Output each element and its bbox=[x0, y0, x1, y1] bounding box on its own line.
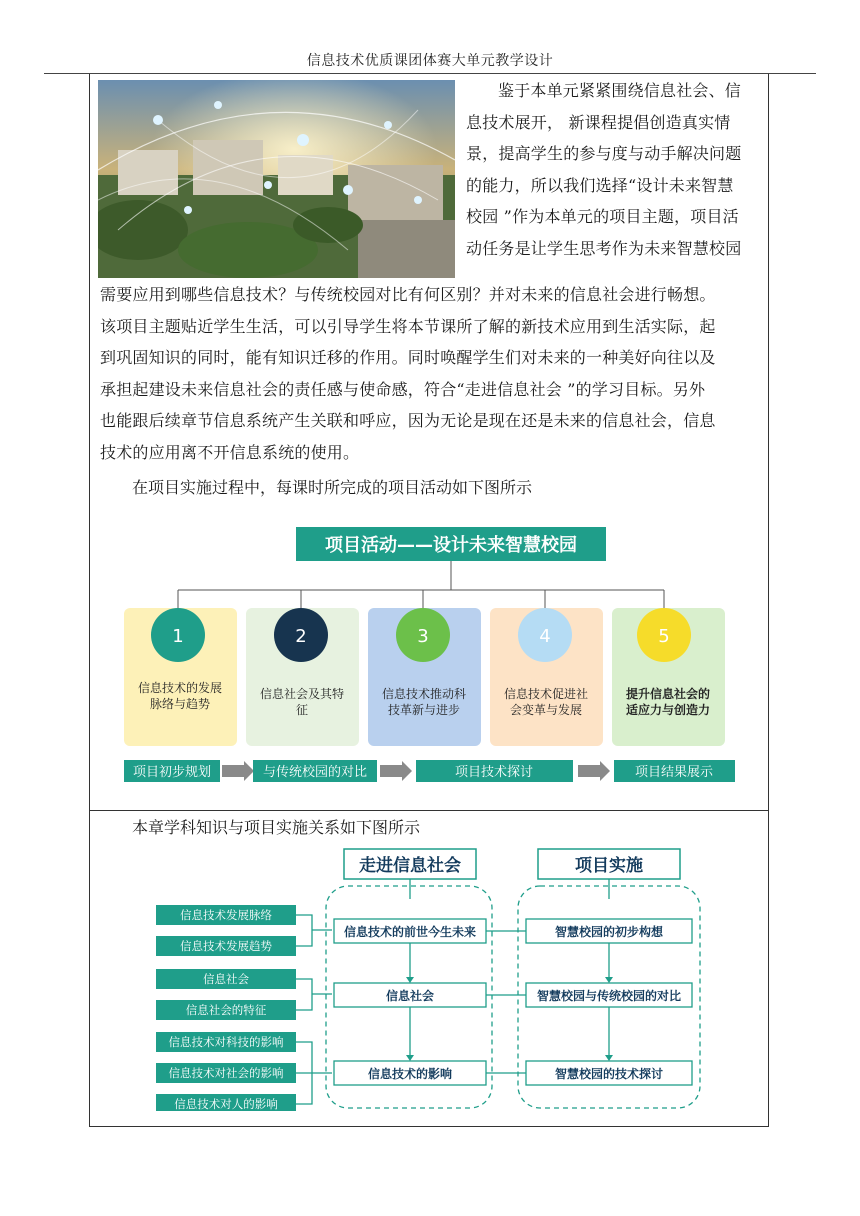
arrow-right-icon bbox=[380, 761, 412, 781]
stage-label: 项目初步规划 bbox=[132, 765, 212, 780]
relation-diagram bbox=[152, 841, 712, 1111]
knowledge-tag-label: 信息技术对科技的影响 bbox=[168, 1035, 284, 1049]
card-text: 信息技术推动科 bbox=[381, 687, 467, 701]
card-text: 技革新与进步 bbox=[387, 703, 461, 717]
knowledge-tag-label: 信息社会的特征 bbox=[185, 1003, 267, 1017]
knowledge-tag-label: 信息技术对社会的影响 bbox=[168, 1066, 284, 1080]
card-text: 征 bbox=[295, 703, 309, 717]
text-line: 动任务是让学生思考作为未来智慧校园 bbox=[466, 238, 742, 258]
knowledge-tag-label: 信息技术发展脉络 bbox=[180, 908, 272, 922]
card-text: 信息技术的发展 bbox=[137, 681, 223, 695]
text-line: 校园 ”作为本单元的项目主题，项目活 bbox=[466, 207, 739, 226]
right-header: 项目实施 bbox=[575, 856, 643, 876]
intro-paragraph-full bbox=[100, 279, 762, 468]
text-line: 景，提高学生的参与度与动手解决问题 bbox=[466, 144, 742, 163]
relation-caption: 本章学科知识与项目实施关系如下图所示 bbox=[132, 818, 421, 837]
chapter-node-label: 信息社会 bbox=[385, 989, 435, 1003]
project-node-label: 智慧校园的技术探讨 bbox=[554, 1067, 664, 1081]
arrow-right-icon bbox=[578, 761, 610, 781]
card-text: 适应力与创造力 bbox=[625, 703, 711, 717]
activity-caption: 在项目实施过程中，每课时所完成的项目活动如下图所示 bbox=[132, 478, 533, 497]
text-line: 到巩固知识的同时，能有知识迁移的作用。同时唤醒学生们对未来的一种美好向往以及 bbox=[100, 348, 716, 367]
text-line: 鉴于本单元紧紧围绕信息社会、信 bbox=[498, 81, 742, 100]
chapter-node-label: 信息技术的前世今生未来 bbox=[343, 925, 477, 939]
left-header: 走进信息社会 bbox=[359, 856, 461, 876]
card-text: 脉络与趋势 bbox=[149, 697, 211, 711]
chapter-node-label: 信息技术的影响 bbox=[367, 1067, 453, 1081]
step-number: 3 bbox=[417, 626, 429, 647]
text-line: 息技术展开， 新课程提倡创造真实情 bbox=[466, 112, 731, 132]
text-line: 该项目主题贴近学生生活，可以引导学生将本节课所了解的新技术应用到生活实际，起 bbox=[100, 316, 716, 336]
content-table bbox=[89, 74, 769, 1127]
knowledge-tag-label: 信息社会 bbox=[203, 972, 249, 986]
card-text: 会变革与发展 bbox=[509, 703, 583, 717]
diagram-title: 项目活动——设计未来智慧校园 bbox=[325, 535, 577, 556]
arrow-right-icon bbox=[222, 761, 254, 781]
relation-cell bbox=[90, 811, 768, 1126]
project-cell bbox=[90, 74, 768, 811]
text-line: 承担起建设未来信息社会的责任感与使命感，符合“走进信息社会 ”的学习目标。另外 bbox=[100, 379, 706, 399]
text-line: 也能跟后续章节信息系统产生关联和呼应，因为无论是现在还是未来的信息社会，信息 bbox=[100, 411, 716, 430]
text-line: 技术的应用离不开信息系统的使用。 bbox=[100, 442, 360, 462]
step-number: 5 bbox=[658, 626, 670, 647]
text-line: 需要应用到哪些信息技术？与传统校园对比有何区别？并对未来的信息社会进行畅想。 bbox=[100, 285, 716, 304]
card-text: 信息技术促进社 bbox=[503, 687, 589, 701]
activity-diagram bbox=[118, 522, 748, 787]
knowledge-tag-label: 信息技术发展趋势 bbox=[180, 939, 272, 953]
project-node-label: 智慧校园的初步构想 bbox=[554, 925, 664, 939]
text-line: 的能力，所以我们选择“设计未来智慧 bbox=[466, 175, 734, 195]
intro-paragraph-wrapped bbox=[466, 75, 762, 264]
project-node-label: 智慧校园与传统校园的对比 bbox=[536, 989, 682, 1003]
card-text: 信息社会及其特 bbox=[259, 687, 345, 701]
stage-label: 与传统校园的对比 bbox=[262, 765, 368, 780]
stage-label: 项目结果展示 bbox=[634, 765, 714, 780]
knowledge-tag-label: 信息技术对人的影响 bbox=[174, 1097, 278, 1111]
page-header: 信息技术优质课团体赛大单元教学设计 bbox=[306, 53, 554, 69]
step-number: 4 bbox=[539, 626, 551, 647]
smart-campus-photo bbox=[98, 80, 455, 278]
step-number: 2 bbox=[295, 626, 307, 647]
step-number: 1 bbox=[172, 626, 184, 647]
card-text: 提升信息社会的 bbox=[625, 687, 711, 701]
stage-label: 项目技术探讨 bbox=[454, 765, 534, 780]
